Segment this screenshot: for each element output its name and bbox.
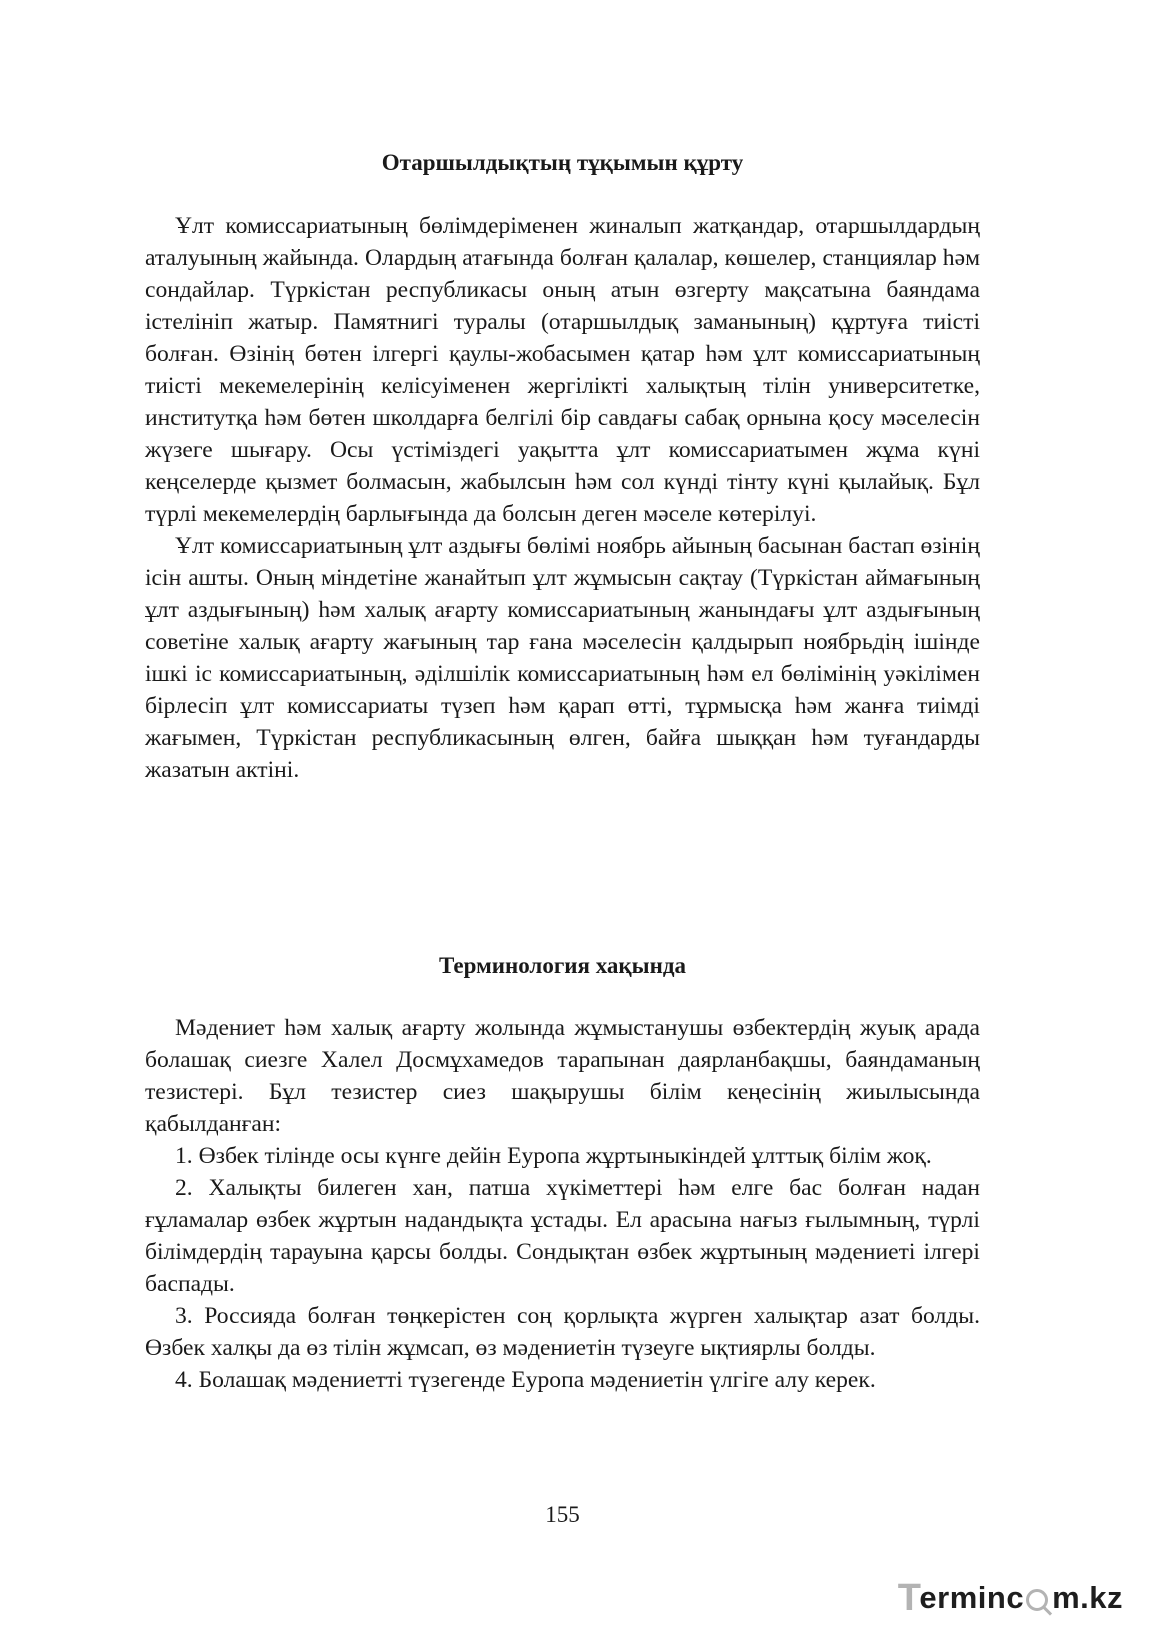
list-item: 3. Россияда болған төңкерістен соң қорлықта жүрген халықтар азат болды. Өзбек халқы да өз тілін жұмсап, өз мәдениетін түзеуге ықтиярлы болды. bbox=[145, 1303, 980, 1361]
list-item: 2. Халықты билеген хан, патша хүкіметтері һәм елге бас болған надан ғұламалар өзбек жұртын надандықта ұстады. Ел арасына нағыз ғылымның, түрлі білімдердің тарауына қарсы болды. Сондықтан өзбек жұртының мәдениеті ілгері баспады. bbox=[145, 1175, 980, 1297]
section-body-terminology bbox=[145, 1012, 980, 1396]
section-body-colonialism bbox=[145, 210, 980, 786]
watermark-text-end: m.kz bbox=[1052, 1580, 1123, 1615]
watermark-text-start: erminc bbox=[919, 1580, 1025, 1615]
watermark-t-mark: T bbox=[897, 1576, 922, 1619]
terminkom-watermark-logo bbox=[897, 1576, 1123, 1619]
paragraph: Ұлт комиссариатының бөлімдеріменен жиналып жатқандар, отаршылдардың аталуының жайында. Олардың атағында болған қалалар, көшелер, станциялар һәм сондайлар. Түркістан республикасы оның атын өзгерту мақсатына баяндама істелініп жатыр. Памятнигі туралы (отаршылдық заманының) құртуға тиісті болған. Өзінің бөтен ілгергі қаулы-жобасымен қатар һәм ұлт комиссариатының тиісті мекемелерінің келісуіменен жергілікті халықтың тілін университетке, институтқа һәм бөтен школдарға белгілі бір савдағы сабақ орнына қосу мәселесін жүзеге шығару. Осы үстіміздегі уақытта ұлт комиссариатымен жұма күні кеңселерде қызмет болмасын, жабылсын һәм сол күнді тінту күні қылайық. Бұл түрлі мекемелердің барлығында да болсын деген мәселе көтерілуі. bbox=[145, 213, 980, 527]
section-title-terminology: Терминология хақында bbox=[438, 953, 687, 978]
section-title-colonialism: Отаршылдықтың тұқымын құрту bbox=[381, 150, 744, 175]
list-item: 4. Болашақ мәдениетті түзегенде Еуропа мәдениетін үлгіге алу керек. bbox=[175, 1367, 876, 1393]
magnifier-icon bbox=[1026, 1589, 1048, 1611]
paragraph: Мәдениет һәм халық ағарту жолында жұмыстанушы өзбектердің жуық арада болашақ сиезге Халел Досмұхамедов тарапынан даярланбақшы, баяндаманың тезистері. Бұл тезистер сиез шақырушы білім кеңесінің жиылысында қабылданған: bbox=[145, 1015, 980, 1137]
page-number: 155 bbox=[545, 1502, 580, 1527]
paragraph: Ұлт комиссариатының ұлт аздығы бөлімі ноябрь айының басынан бастап өзінің ісін ашты. Оның міндетіне жанайтып ұлт жұмысын сақтау (Түркістан аймағының ұлт аздығының) һәм халық ағарту комиссариатының жанындағы ұлт аздығының советіне халық ағарту жағының тар ғана мәселесін қалдырып ноябрьдің ішінде ішкі іс комиссариатының, әділшілік комиссариатының һәм ел бөлімінің уәкілімен бірлесіп ұлт комиссариаты түзеп һәм қарап өтті, тұрмысқа һәм жанға тиімді жағымен, Түркістан республикасының өлген, байға шыққан һәм туғандарды жазатын актіні. bbox=[145, 533, 980, 783]
list-item: 1. Өзбек тілінде осы күнге дейін Еуропа жұртыныкіндей ұлттық білім жоқ. bbox=[175, 1143, 932, 1169]
